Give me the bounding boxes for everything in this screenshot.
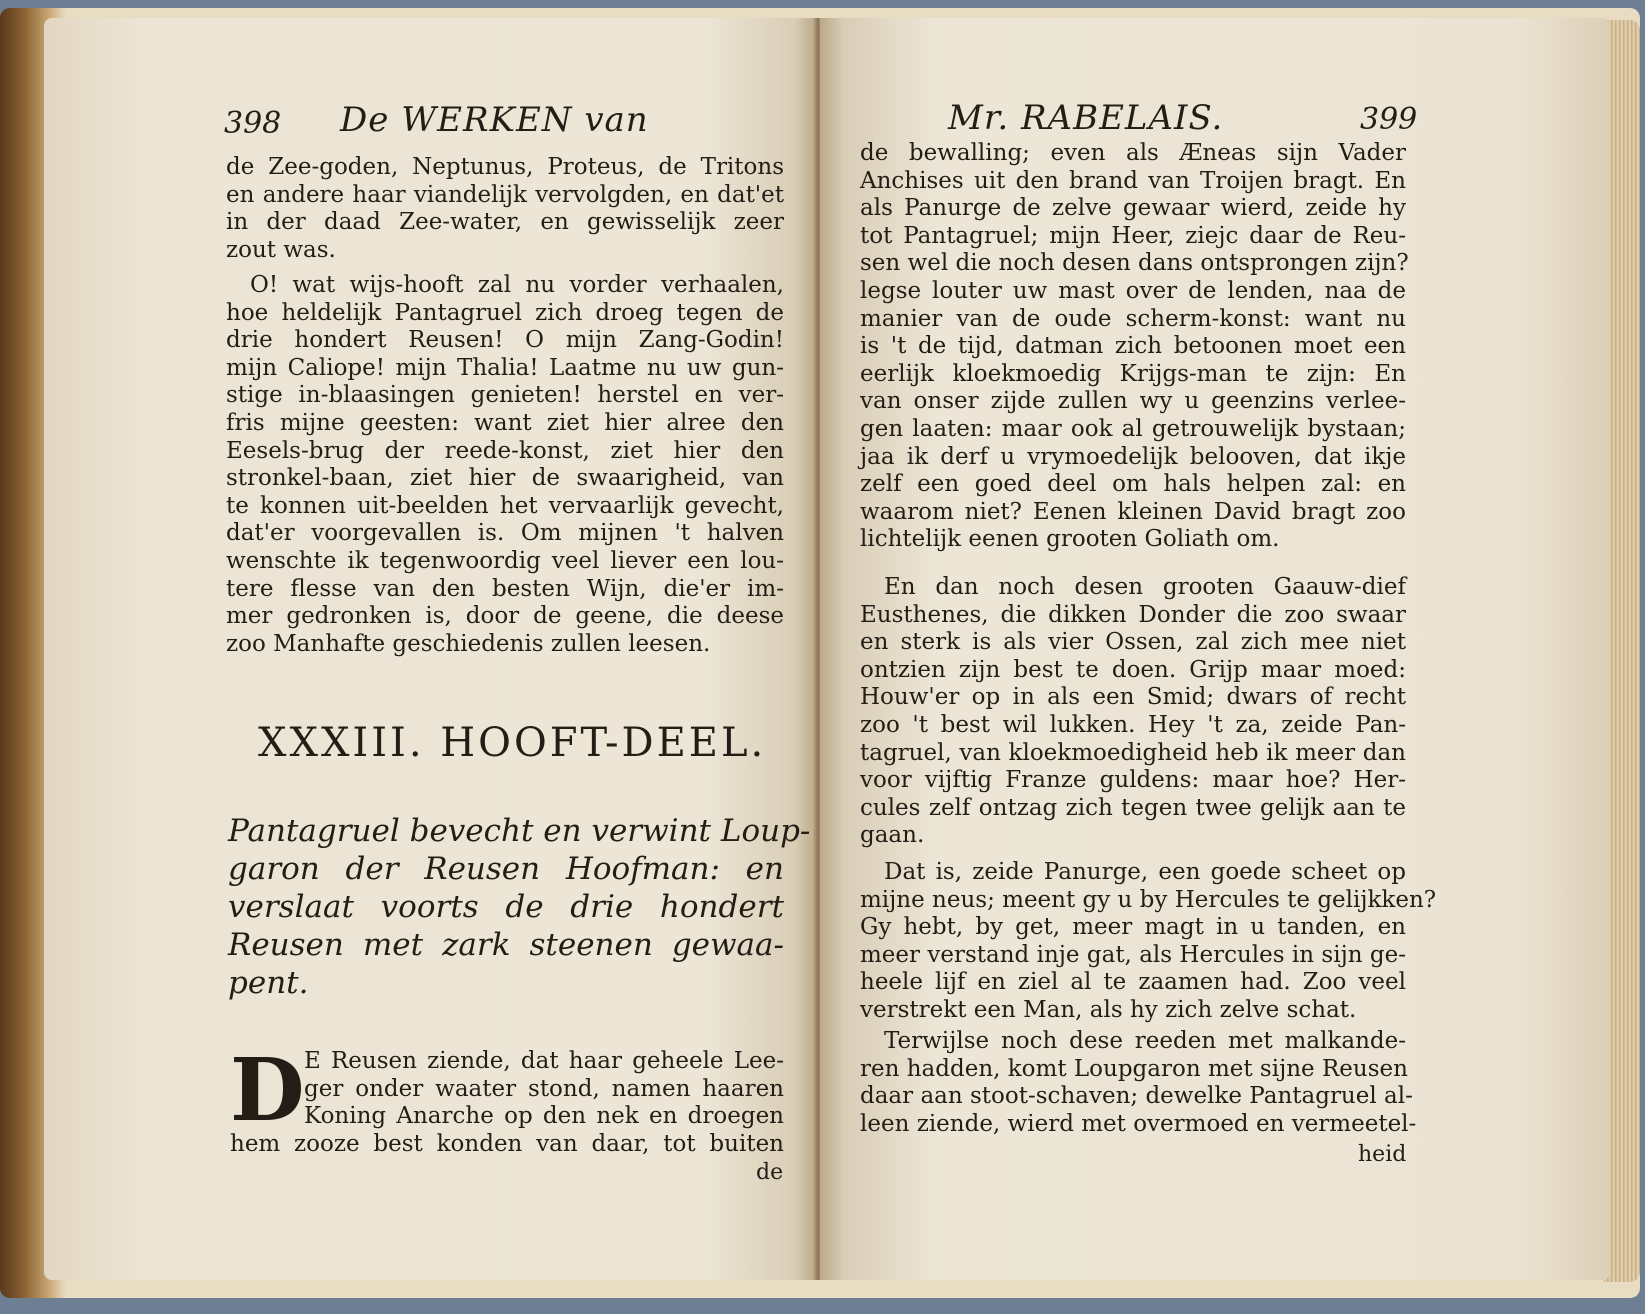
paragraph-1: [226, 154, 784, 264]
text-line: Eusthenes, die dikken Donder die zoo swaar: [860, 601, 1406, 628]
subtitle-line: verslaat voorts de drie hondert: [228, 889, 784, 925]
text-line: En dan noch desen grooten Gaauw-dief: [884, 574, 1406, 600]
text-line: manier van de oude scherm-konst: want nu: [860, 305, 1406, 332]
text-line: stige in-blaasingen genieten! herstel en ver-: [226, 382, 784, 409]
right-page: [820, 18, 1610, 1280]
text-line: en sterk is als vier Ossen, zal zich mee niet: [860, 629, 1406, 656]
text-line: E Reusen ziende, dat haar geheele Lee-: [304, 1048, 784, 1074]
text-line: wenschte ik tegenwoordig veel liever een lou-: [226, 547, 784, 574]
text-line: jaa ik derf u vrymoedelijk belooven, dat ikje: [860, 443, 1406, 470]
text-line: Eesels-brug der reede-konst, ziet hier den: [226, 437, 784, 464]
text-line: Anchises uit den brand van Troijen bragt. En: [860, 167, 1406, 194]
catchword: de: [756, 1160, 784, 1185]
text-line: eerlijk kloekmoedig Krijgs-man te zijn: En: [860, 360, 1406, 387]
paragraph-2: [226, 272, 784, 658]
text-line: ontzien zijn best te doen. Grijp maar moed:: [860, 656, 1406, 683]
text-line: mer gedronken is, door de geene, die deese: [226, 603, 784, 630]
subtitle-line: Pantagruel bevecht en verwint Loup-: [228, 813, 811, 849]
text-line: stronkel-baan, ziet hier de swaarigheid, van: [226, 465, 784, 492]
text-line: heele lijf en ziel al te zaamen had. Zoo veel: [860, 969, 1406, 996]
text-line: Gy hebt, by get, meer magt in u tanden, en: [860, 914, 1406, 941]
text-line: Terwijlse noch dese reeden met malkande-: [884, 1028, 1406, 1054]
text-line: tere flesse van den besten Wijn, die'er im-: [226, 575, 784, 602]
text-line: Houw'er op in als een Smid; dwars of recht: [860, 684, 1406, 711]
paragraph-2: [860, 574, 1406, 850]
text-line: de bewalling; even als Æneas sijn Vader: [860, 140, 1406, 166]
text-line: O! wat wijs-hooft zal nu vorder verhaalen,: [250, 272, 784, 298]
paragraph-3-indented: [304, 1048, 784, 1131]
text-line: Koning Anarche op den nek en droegen: [304, 1103, 784, 1130]
text-line: de Zee-goden, Neptunus, Proteus, de Tritons: [226, 154, 784, 180]
text-line: tot Pantagruel; mijn Heer, ziejc daar de Reu-: [860, 222, 1406, 249]
text-line: ren hadden, komt Loupgaron met sijne Reusen: [860, 1055, 1408, 1082]
text-line: zoo 't best wil lukken. Hey 't za, zeide Pan-: [860, 711, 1406, 738]
text-line: te konnen uit-beelden het vervaarlijk gevecht,: [226, 492, 784, 519]
text-line: lichtelijk eenen grooten Goliath om.: [860, 526, 1280, 553]
chapter-title: XXXIII. HOOFT-DEEL.: [258, 720, 767, 766]
subtitle-line: pent.: [228, 965, 309, 1001]
text-line: zelf een goed deel om hals helpen zal: en: [860, 471, 1406, 498]
paragraph-1: [860, 140, 1409, 554]
subtitle-line: Reusen met zark steenen gewaa-: [228, 927, 784, 963]
text-line: waarom niet? Eenen kleinen David bragt zoo: [860, 498, 1406, 525]
text-line: fris mijne geesten: want ziet hier alree den: [226, 409, 784, 436]
text-line: zoo Manhafte geschiedenis zullen leesen.: [226, 630, 711, 657]
text-line: legse louter uw mast over de lenden, naa de: [860, 277, 1406, 304]
subtitle-line: garon der Reusen Hoofman: en: [228, 851, 784, 887]
text-line: sen wel die noch desen dans ontsprongen zijn?: [860, 250, 1409, 277]
text-line: verstrekt een Man, als hy zich zelve schat.: [860, 996, 1357, 1023]
text-line: is 't de tijd, datman zich betoonen moet een: [860, 333, 1406, 360]
text-line: meer verstand inje gat, als Hercules in sijn ge-: [860, 941, 1406, 968]
text-line: gaan.: [860, 822, 925, 849]
paragraph-3: [860, 859, 1437, 1025]
text-line: Dat is, zeide Panurge, een goede scheet op: [884, 859, 1406, 885]
text-line: en andere haar viandelijk vervolgden, en dat'et: [226, 181, 784, 208]
text-line: in der daad Zee-water, en gewisselijk zeer: [226, 209, 784, 236]
left-header: [44, 98, 818, 148]
drop-cap: D: [230, 1040, 305, 1141]
text-line: van onser zijde zullen wy u geenzins verlee-: [860, 388, 1406, 415]
text-line: ger onder waater stond, namen haaren: [304, 1075, 784, 1102]
text-line: cules zelf ontzag zich tegen twee gelijk aan te: [860, 794, 1406, 821]
running-head: Mr. RABELAIS.: [948, 98, 1224, 138]
catchword: heid: [1358, 1142, 1407, 1167]
text-line: als Panurge de zelve gewaar wierd, zeide hy: [860, 195, 1406, 222]
text-line: mijn Caliope! mijn Thalia! Laatme nu uw gun-: [226, 354, 784, 381]
page-number: 399: [1360, 102, 1418, 137]
text-line: hem zooze best konden van daar, tot buiten: [230, 1131, 784, 1157]
book: [0, 8, 1640, 1298]
text-line: mijne neus; meent gy u by Hercules te gelijkken?: [860, 886, 1437, 913]
text-line: dat'er voorgevallen is. Om mijnen 't halven: [226, 520, 784, 547]
text-line: leen ziende, wierd met overmoed en vermeetel-: [860, 1110, 1417, 1137]
text-line: gen laaten: maar ook al getrouwelijk bystaan;: [860, 415, 1406, 442]
text-line: tagruel, van kloekmoedigheid heb ik meer dan: [860, 739, 1406, 766]
paragraph-3-full: [230, 1131, 784, 1159]
text-line: hoe heldelijk Pantagruel zich droeg tegen de: [226, 299, 784, 326]
text-line: zout was.: [226, 236, 336, 263]
paragraph-4: [860, 1028, 1417, 1138]
page-number: 398: [224, 106, 282, 141]
left-page: [44, 18, 818, 1280]
text-line: drie hondert Reusen! O mijn Zang-Godin!: [226, 327, 784, 354]
chapter-subtitle: [228, 812, 811, 1002]
text-line: daar aan stoot-schaven; dewelke Pantagruel al-: [860, 1083, 1413, 1110]
text-line: voor vijftig Franze guldens: maar hoe? Her-: [860, 767, 1406, 794]
running-head: De WERKEN van: [340, 100, 649, 140]
